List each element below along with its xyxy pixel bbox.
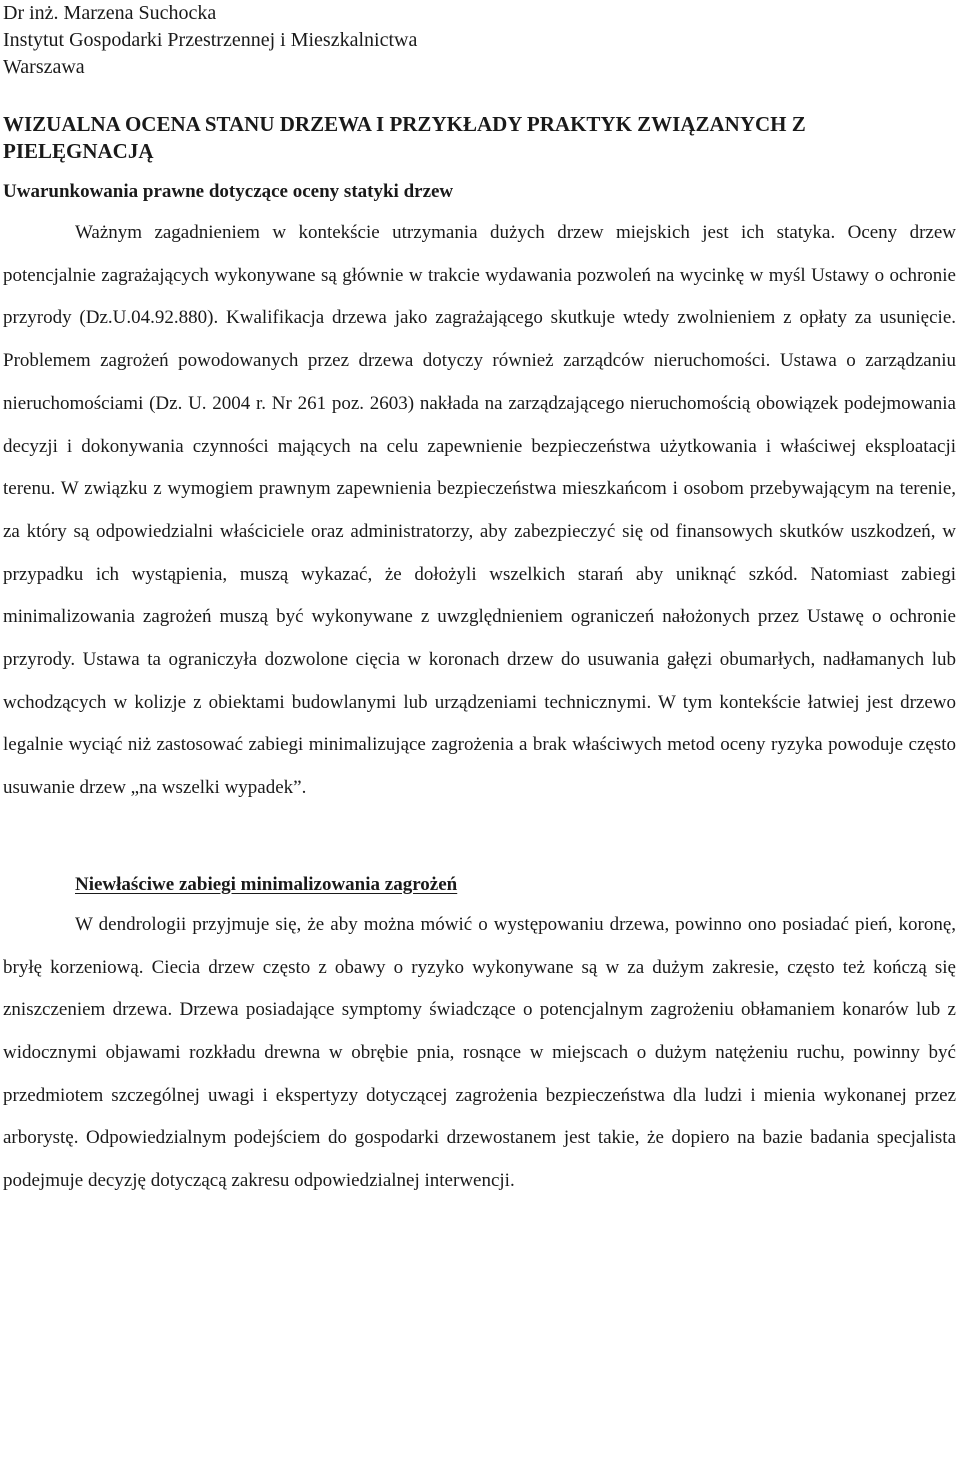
author-name: Dr inż. Marzena Suchocka [3,2,217,24]
section-heading-improper-treatments: Niewłaściwe zabiegi minimalizowania zagrożeń [75,873,458,895]
header-block [3,0,956,81]
document-title: WIZUALNA OCENA STANU DRZEWA I PRZYKŁADY PRAKTYK ZWIĄZANYCH Z PIELĘGNACJĄ [3,112,806,163]
section-heading-legal: Uwarunkowania prawne dotyczące oceny statyki drzew [3,181,454,202]
paragraph-improper-treatments: W dendrologii przyjmuje się, że aby można mówić o występowaniu drzewa, powinno ono posiadać pień, koronę, bryłę korzeniową. Ciecia drzew często z obawy o ryzyko wykonywane są w za dużym zakresie, często też kończą się zniszczeniem drzewa. Drzewa posiadające symptomy świadczące o potencjalnym zagrożeniu obłamaniem konarów lub z widocznymi objawami rozkładu drewna w obrębie pnia, rosnące w miejscach o dużym natężeniu ruchu, powinny być przedmiotem szczególnej uwagi i ekspertyzy dotyczącej zagrożenia bezpieczeństwa dla ludzi i mienia wykonanej przez arborystę. Odpowiedzialnym podejściem do gospodarki drzewostanem jest takie, że dopiero na bazie badania specjalista podejmuje decyzję dotyczącą zakresu odpowiedzialnej interwencji. [3,913,956,1192]
city-name: Warszawa [3,56,85,78]
paragraph-legal: Ważnym zagadnieniem w kontekście utrzymania dużych drzew miejskich jest ich statyka. Oceny drzew potencjalnie zagrażających wykonywane są głównie w trakcie wydawania pozwoleń na wycinkę w myśl Ustawy o ochronie przyrody (Dz.U.04.92.880). Kwalifikacja drzewa jako zagrażającego skutkuje wtedy zwolnieniem z opłaty za usunięcie. Problemem zagrożeń powodowanych przez drzewa dotyczy również zarządców nieruchomości. Ustawa o zarządzaniu nieruchomościami (Dz. U. 2004 r. Nr 261 poz. 2603) nakłada na zarządzającego nieruchomością obowiązek podejmowania decyzji i dokonywania czynności mających na celu zapewnienie bezpieczeństwa użytkowania i właściwej eksploatacji terenu. W związku z wymogiem prawnym zapewnienia bezpieczeństwa mieszkańcom i osobom przebywającym na terenie, za który są odpowiedzialni właściciele oraz administratorzy, aby zabezpieczyć się od finansowych skutków uszkodzeń, w przypadku ich wystąpienia, muszą wykazać, że dołożyli wszelkich starań aby uniknąć szkód. Natomiast zabiegi minimalizowania zagrożeń muszą być wykonywane z uwzględnieniem ograniczeń nałożonych przez Ustawę o ochronie przyrody. Ustawa ta ograniczyła dozwolone cięcia w koronach drzew do usuwania gałęzi obumarłych, nadłamanych lub wchodzących w kolizje z obiektami budowlanymi lub urządzeniami technicznymi. W tym kontekście łatwiej jest drzewo legalnie wyciąć niż zastosować zabiegi minimalizujące zagrożenia a brak właściwych metod oceny ryzyka powoduje często usuwanie drzew „na wszelki wypadek”. [3,222,956,799]
institution-name: Instytut Gospodarki Przestrzennej i Mieszkalnictwa [3,29,418,51]
